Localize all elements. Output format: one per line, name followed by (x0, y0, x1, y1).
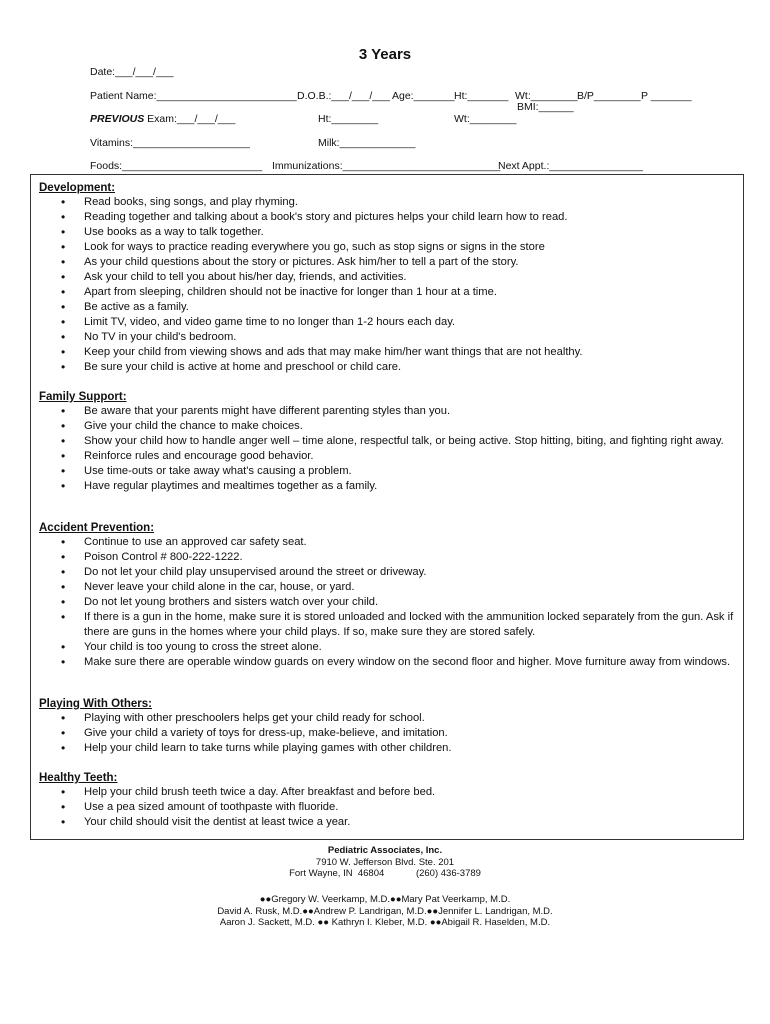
section-heading: Development: (39, 182, 116, 194)
development-section (39, 181, 737, 375)
list-item: • Help your child brush teeth twice a day. After breakfast and before bed. (39, 785, 737, 800)
list-item: • No TV in your child's bedroom. (39, 330, 737, 345)
list-item: • Poison Control # 800-222-1222. (39, 550, 737, 565)
section-heading: Accident Prevention: (39, 522, 155, 534)
accident-prevention-list (39, 535, 737, 670)
list-item: • Read books, sing songs, and play rhyming. (39, 195, 737, 210)
list-item: • Be active as a family. (39, 300, 737, 315)
list-item: • Limit TV, video, and video game time to no longer than 1-2 hours each day. (39, 315, 737, 330)
guidance-box (30, 174, 744, 840)
physician-list (0, 894, 770, 929)
list-item: • Help your child learn to take turns while playing games with other children. (39, 741, 737, 756)
family-support-list (39, 404, 737, 494)
playing-with-others-section (39, 697, 737, 756)
practice-info (0, 845, 770, 880)
previous-weight-field[interactable]: Wt:________ (454, 113, 517, 125)
list-item: • Give your child the chance to make choices. (39, 419, 737, 434)
list-item: • Playing with other preschoolers helps get your child ready for school. (39, 711, 737, 726)
weight-field[interactable]: Wt:________ (515, 90, 578, 102)
family-support-section (39, 390, 737, 494)
vitamins-field[interactable]: Vitamins:____________________ (90, 137, 250, 149)
list-item: • Be aware that your parents might have different parenting styles than you. (39, 404, 737, 419)
list-item: • Be sure your child is active at home and preschool or child care. (39, 360, 737, 375)
list-item: • Use a pea sized amount of toothpaste with fluoride. (39, 800, 737, 815)
list-item: • Show your child how to handle anger well – time alone, respectful talk, or being active. Stop hitting, biting, and fighting right away. (39, 434, 737, 449)
list-item: • Your child should visit the dentist at least twice a year. (39, 815, 737, 830)
previous-height-field[interactable]: Ht:________ (318, 113, 379, 125)
list-item: • Use books as a way to talk together. (39, 225, 737, 240)
next-appointment-field[interactable]: Next Appt.:________________ (498, 160, 643, 172)
physician-line: ●●Gregory W. Veerkamp, M.D.●●Mary Pat Veerkamp, M.D. (259, 894, 511, 905)
list-item: • Use time-outs or take away what's causing a problem. (39, 464, 737, 479)
practice-name: Pediatric Associates, Inc. (327, 845, 443, 856)
physician-line: David A. Rusk, M.D.●●Andrew P. Landrigan, M.D.●●Jennifer L. Landrigan, M.D. (217, 905, 553, 917)
list-item: • Ask your child to tell you about his/her day, friends, and activities. (39, 270, 737, 285)
list-item: • Continue to use an approved car safety seat. (39, 535, 737, 550)
bmi-field[interactable]: BMI:______ (517, 101, 574, 113)
physician-line: Aaron J. Sackett, M.D. ●● Kathryn I. Kleber, M.D. ●●Abigail R. Haselden, M.D. (219, 917, 551, 929)
list-item: • Do not let your child play unsupervised around the street or driveway. (39, 565, 737, 580)
list-item: • Your child is too young to cross the street alone. (39, 640, 737, 655)
list-item: • Apart from sleeping, children should not be inactive for longer than 1 hour at a time. (39, 285, 737, 300)
list-item: • Have regular playtimes and mealtimes together as a family. (39, 479, 737, 494)
practice-address: 7910 W. Jefferson Blvd. Ste. 201 (315, 856, 455, 868)
list-item: • Keep your child from viewing shows and ads that may make him/her want things that are not healthy. (39, 345, 737, 360)
immunizations-field[interactable]: Immunizations:___________________________ (272, 160, 501, 172)
previous-label: PREVIOUS (90, 113, 145, 125)
section-heading: Family Support: (39, 391, 127, 403)
height-field[interactable]: Ht:_______ (454, 90, 509, 102)
list-item: • If there is a gun in the home, make sure it is stored unloaded and locked with the ammunition locked separately from the gun. Ask if there are guns in the homes where your child plays. If so, make sure they are stored safely. (39, 610, 737, 640)
pulse-field[interactable]: P _______ (641, 90, 692, 102)
accident-prevention-section (39, 521, 737, 670)
list-item: • Give your child a variety of toys for dress-up, make-believe, and imitation. (39, 726, 737, 741)
dob-field[interactable]: D.O.B.:___/___/___ (297, 90, 390, 102)
playing-with-others-list (39, 711, 737, 756)
section-heading: Healthy Teeth: (39, 772, 118, 784)
healthy-teeth-list (39, 785, 737, 830)
list-item: • Look for ways to practice reading everywhere you go, such as stop signs or signs in the store (39, 240, 737, 255)
practice-city-phone: Fort Wayne, IN 46804 (260) 436-3789 (289, 868, 481, 880)
blood-pressure-field[interactable]: B/P________ (577, 90, 641, 102)
section-heading: Playing With Others: (39, 698, 152, 710)
list-item: • Do not let young brothers and sisters watch over your child. (39, 595, 737, 610)
page-title: 3 Years (358, 46, 412, 63)
previous-exam-field[interactable] (90, 113, 235, 125)
healthy-teeth-section (39, 771, 737, 830)
date-field[interactable]: Date:___/___/___ (90, 66, 174, 78)
list-item: • Never leave your child alone in the car, house, or yard. (39, 580, 737, 595)
development-list (39, 195, 737, 375)
list-item: • As your child questions about the story or pictures. Ask him/her to tell a part of the story. (39, 255, 737, 270)
list-item: • Make sure there are operable window guards on every window on the second floor and higher. Move furniture away from windows. (39, 655, 737, 670)
milk-field[interactable]: Milk:_____________ (318, 137, 416, 149)
age-field[interactable]: Age:_______ (392, 90, 455, 102)
list-item: • Reading together and talking about a book's story and pictures helps your child learn how to read. (39, 210, 737, 225)
foods-field[interactable]: Foods:________________________ (90, 160, 263, 172)
patient-name-field[interactable]: Patient Name:________________________ (90, 90, 297, 102)
previous-exam-date: Exam:___/___/___ (144, 113, 236, 125)
list-item: • Reinforce rules and encourage good behavior. (39, 449, 737, 464)
